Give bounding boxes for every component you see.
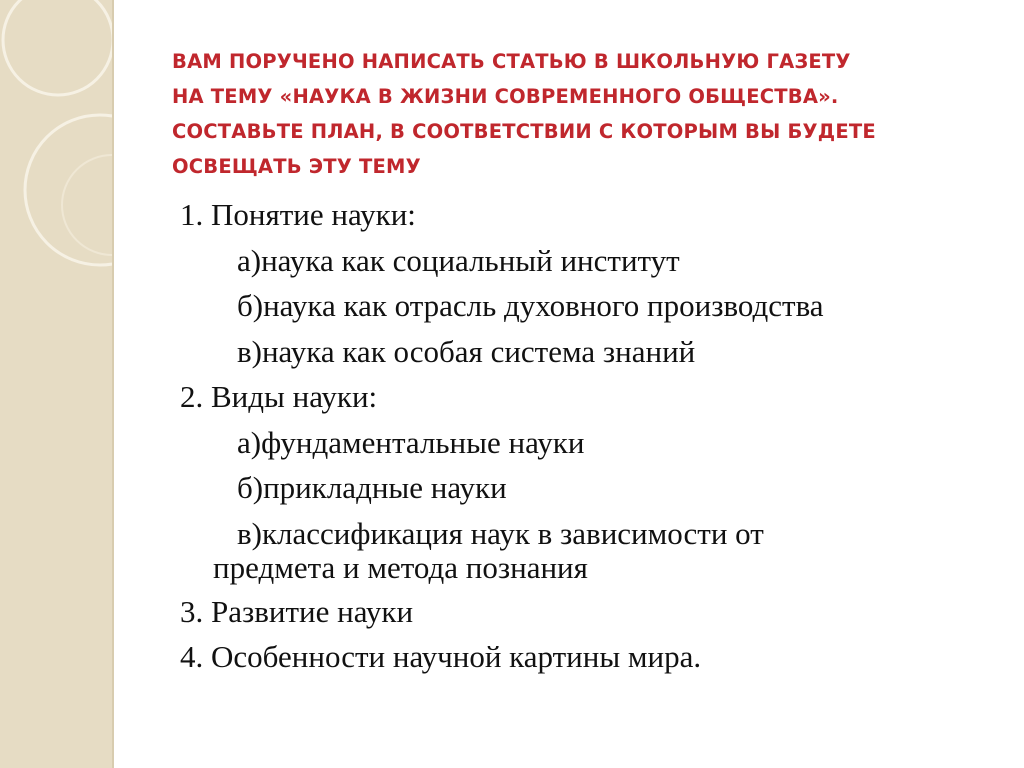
plan-item-4: 4. Особенности научной картины мира. [180, 639, 702, 674]
title-line-4: ОСВЕЩАТЬ ЭТУ ТЕМУ [172, 155, 421, 178]
plan-item-2-a: а)фундаментальные науки [237, 424, 585, 460]
plan-item-2-b: б)прикладные науки [237, 470, 507, 505]
slide-title [172, 44, 972, 184]
title-line-1: ВАМ ПОРУЧЕНО НАПИСАТЬ СТАТЬЮ В ШКОЛЬНУЮ ГАЗЕТУ [172, 50, 851, 73]
plan-item-2-c-line-2: предмета и метода познания [213, 549, 588, 585]
plan-item-2-c-line-1: в)классификация наук в зависимости от [237, 515, 764, 551]
decorative-circles [0, 0, 112, 768]
plan-item-1: 1. Понятие науки: [180, 197, 416, 232]
plan-list [180, 192, 1000, 680]
side-band-edge [112, 0, 114, 768]
plan-item-1-b: б)наука как отрасль духовного производства [237, 288, 824, 323]
title-line-2: НА ТЕМУ «НАУКА В ЖИЗНИ СОВРЕМЕННОГО ОБЩЕСТВА». [172, 85, 839, 108]
decorative-side-band [0, 0, 112, 768]
plan-item-1-a: а)наука как социальный институт [237, 242, 680, 278]
plan-item-3: 3. Развитие науки [180, 593, 414, 629]
title-line-3: СОСТАВЬТЕ ПЛАН, В СООТВЕТСТВИИ С КОТОРЫМ ВЫ БУДЕТЕ [172, 120, 876, 143]
decorative-circle-inner [62, 155, 112, 255]
plan-item-2-c [180, 517, 1000, 585]
plan-item-1-c: в)наука как особая система знаний [237, 333, 696, 369]
decorative-circle-middle [25, 115, 112, 265]
plan-item-2: 2. Виды науки: [180, 379, 378, 414]
decorative-circle-top [3, 0, 112, 95]
